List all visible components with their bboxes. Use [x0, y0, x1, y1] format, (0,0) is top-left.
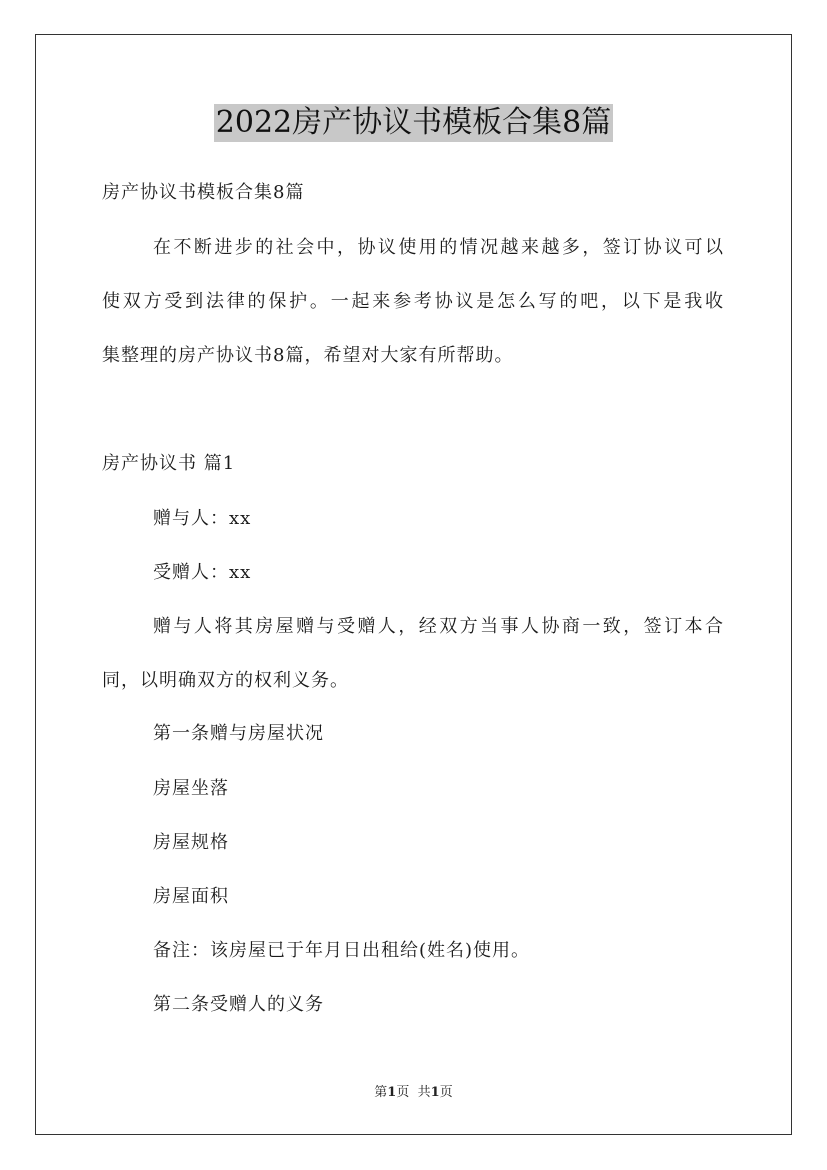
footer-total-suffix: 页 — [439, 1085, 453, 1100]
footer-total-pages: 1 — [430, 1085, 440, 1100]
donor-line: 赠与人：xx — [153, 508, 252, 529]
footer-page-suffix: 页 — [396, 1085, 410, 1100]
rental-note: 备注：该房屋已于年月日出租给(姓名)使用。 — [153, 940, 531, 961]
house-area: 房屋面积 — [153, 886, 229, 907]
footer-page-number: 1 — [387, 1085, 397, 1100]
house-spec: 房屋规格 — [153, 832, 229, 853]
document-title-block — [0, 104, 827, 142]
donee-line: 受赠人：xx — [153, 562, 252, 583]
article-1-heading: 第一条赠与房屋状况 — [153, 723, 324, 744]
intro-line-1: 在不断进步的社会中，协议使用的情况越来越多，签订协议可以 — [153, 237, 724, 258]
section-heading: 房产协议书 篇1 — [102, 453, 236, 474]
house-location: 房屋坐落 — [153, 778, 229, 799]
agreement-line-2: 同，以明确双方的权利义务。 — [102, 670, 349, 691]
intro-line-2: 使双方受到法律的保护。一起来参考协议是怎么写的吧，以下是我收 — [102, 291, 724, 312]
agreement-line-1: 赠与人将其房屋赠与受赠人，经双方当事人协商一致，签订本合 — [153, 616, 724, 637]
page-footer — [0, 1084, 827, 1102]
footer-total-prefix: 共 — [417, 1085, 431, 1100]
document-title: 2022房产协议书模板合集8篇 — [215, 105, 612, 140]
intro-line-3: 集整理的房产协议书8篇，希望对大家有所帮助。 — [102, 345, 514, 366]
document-subtitle: 房产协议书模板合集8篇 — [102, 182, 305, 203]
article-2-heading: 第二条受赠人的义务 — [153, 994, 324, 1015]
footer-page-prefix: 第 — [374, 1085, 388, 1100]
